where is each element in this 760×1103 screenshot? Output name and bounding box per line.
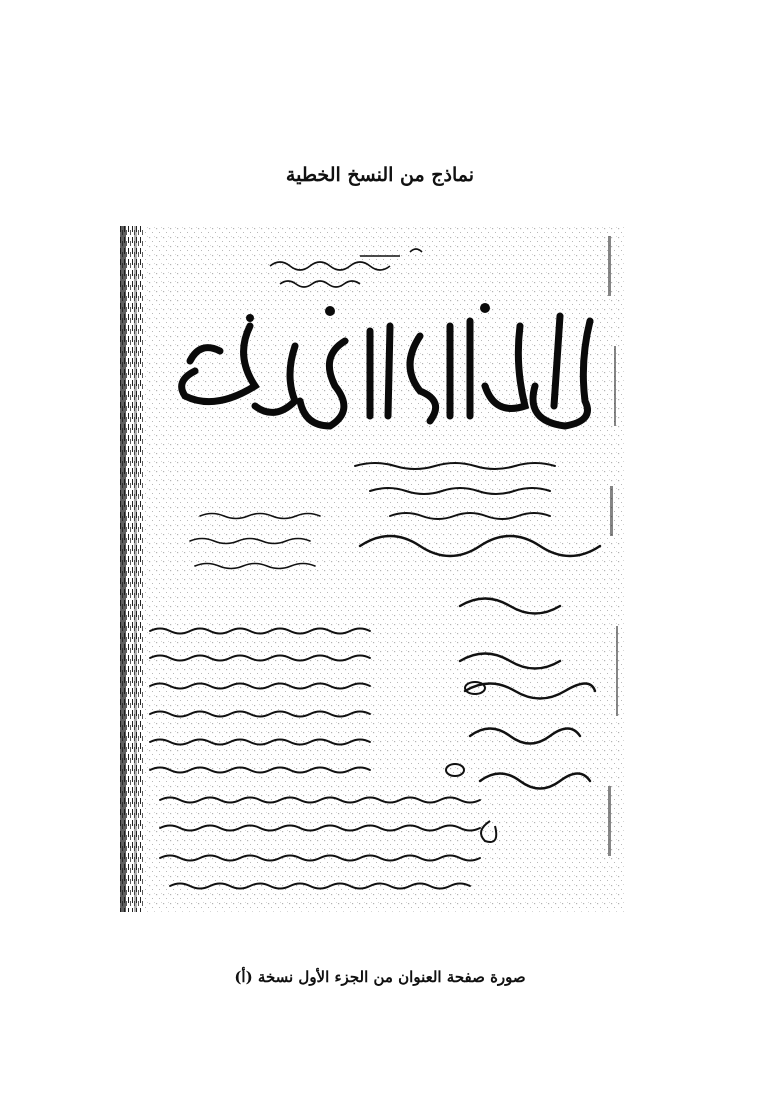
left-edge-shadow bbox=[120, 226, 144, 912]
paper-noise bbox=[144, 226, 625, 912]
page-heading: نماذج من النسخ الخطية bbox=[285, 164, 475, 186]
manuscript-image bbox=[120, 226, 625, 912]
manuscript-drawing bbox=[120, 226, 625, 912]
image-caption: صورة صفحة العنوان من الجزء الأول نسخة (أ) bbox=[234, 968, 526, 986]
